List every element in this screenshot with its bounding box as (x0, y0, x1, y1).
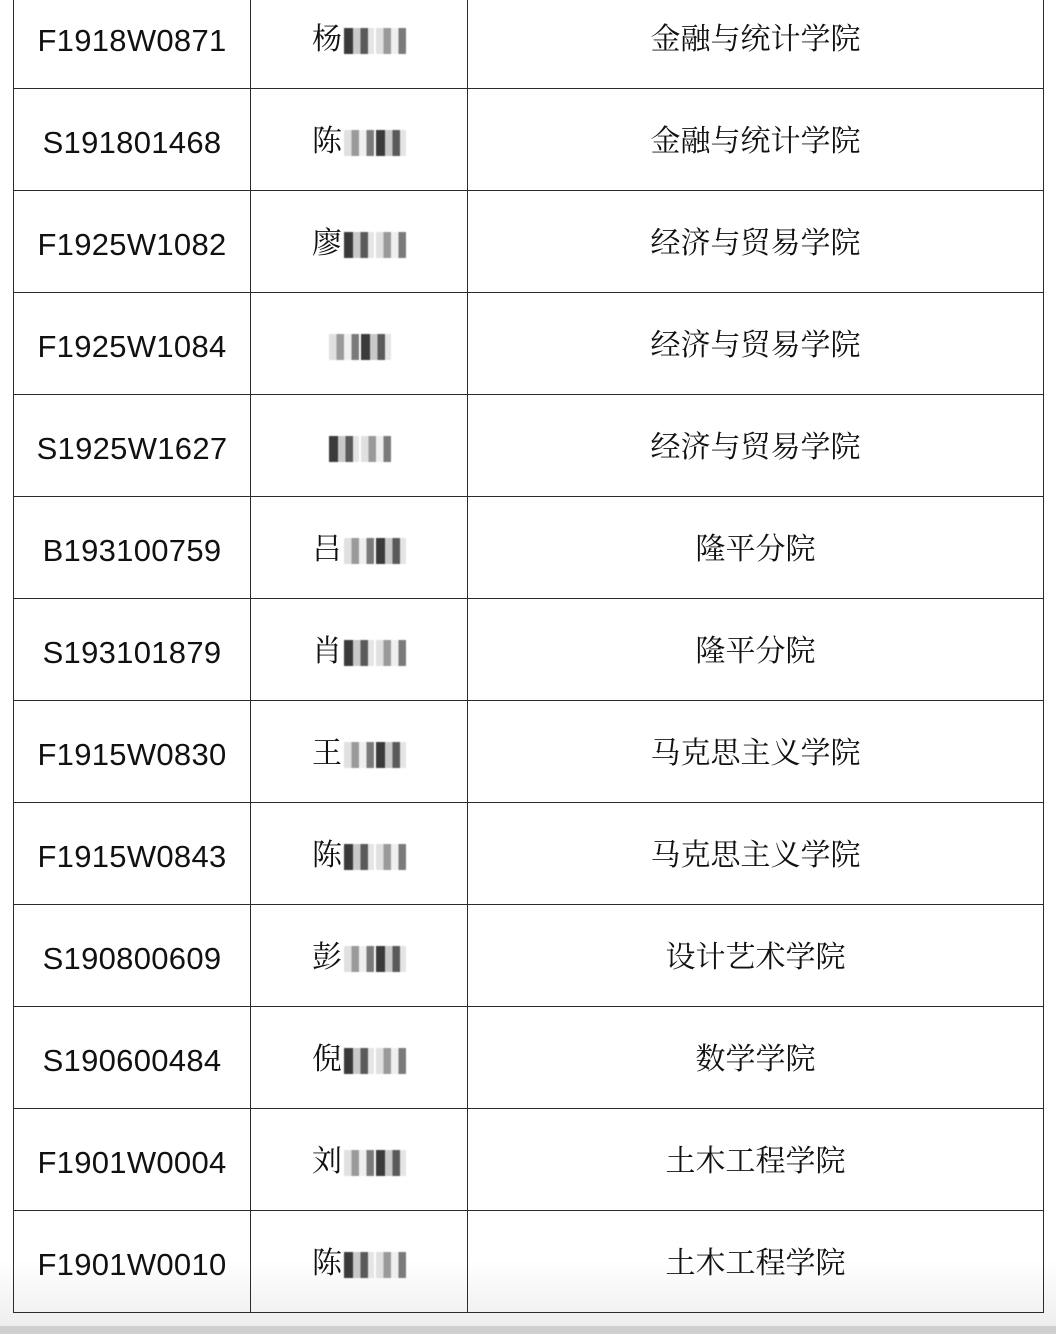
student-name-wrap (251, 1109, 467, 1177)
table-row (14, 803, 1044, 905)
table-row (14, 191, 1044, 293)
redacted-name-mosaic (376, 742, 406, 768)
table-row (14, 497, 1044, 599)
redacted-name-mosaic (329, 334, 359, 360)
student-table (13, 0, 1044, 1313)
student-name-cell (251, 1109, 468, 1211)
student-name-cell (251, 191, 468, 293)
student-name: 陈 (312, 838, 342, 873)
student-id-cell (14, 803, 251, 905)
redacted-name-mosaic (376, 1150, 406, 1176)
table-row (14, 89, 1044, 191)
student-id-cell (14, 191, 251, 293)
redacted-name-mosaic (329, 436, 359, 462)
student-name-cell (251, 803, 468, 905)
redacted-name-mosaic (376, 28, 406, 54)
college-cell (468, 1109, 1044, 1211)
table-row (14, 293, 1044, 395)
college-name: 经济与贸易学院 (650, 226, 861, 261)
college-name: 经济与贸易学院 (650, 328, 861, 363)
student-name: 陈 (312, 1246, 342, 1281)
redacted-name-mosaic (376, 1252, 406, 1278)
student-name-cell (251, 293, 468, 395)
student-name: 陈 (312, 124, 342, 159)
redacted-name-mosaic (344, 538, 374, 564)
table-row (14, 905, 1044, 1007)
college-cell (468, 191, 1044, 293)
college-name: 土木工程学院 (665, 1144, 846, 1179)
student-name-cell (251, 905, 468, 1007)
college-cell (468, 89, 1044, 191)
table-row (14, 395, 1044, 497)
redacted-name-mosaic (344, 1048, 374, 1074)
college-name: 隆平分院 (695, 634, 816, 669)
student-name-cell (251, 1007, 468, 1109)
table-row (14, 701, 1044, 803)
college-cell (468, 293, 1044, 395)
student-id: F1901W0004 (37, 1145, 227, 1180)
redacted-name-mosaic (344, 742, 374, 768)
student-name-wrap (251, 395, 467, 463)
student-name-cell (251, 701, 468, 803)
redacted-name-mosaic (344, 1150, 374, 1176)
student-id-cell (14, 395, 251, 497)
redacted-name-mosaic (376, 640, 406, 666)
table-row (14, 0, 1044, 89)
student-name: 杨 (312, 22, 342, 57)
student-name: 彭 (312, 940, 342, 975)
student-id: F1925W1084 (37, 329, 227, 364)
redacted-name-mosaic (376, 130, 406, 156)
student-name-wrap (251, 701, 467, 769)
student-name-cell (251, 0, 468, 89)
student-id: S193101879 (42, 635, 222, 670)
college-cell (468, 701, 1044, 803)
student-id-cell (14, 599, 251, 701)
student-id: B193100759 (42, 533, 222, 568)
page-bottom-edge (0, 1326, 1056, 1334)
college-name: 数学学院 (695, 1042, 816, 1077)
student-id: S191801468 (42, 125, 222, 160)
student-name-wrap (251, 191, 467, 259)
student-name-wrap (251, 89, 467, 157)
student-id: F1915W0830 (37, 737, 227, 772)
student-id-cell (14, 89, 251, 191)
college-cell (468, 803, 1044, 905)
student-table-body (14, 0, 1044, 1313)
college-name: 马克思主义学院 (650, 838, 861, 873)
student-name-cell (251, 89, 468, 191)
student-id-cell (14, 1211, 251, 1313)
college-cell (468, 1007, 1044, 1109)
redacted-name-mosaic (376, 844, 406, 870)
student-id-cell (14, 905, 251, 1007)
student-id-cell (14, 293, 251, 395)
redacted-name-mosaic (344, 232, 374, 258)
redacted-name-mosaic (344, 28, 374, 54)
student-id: S1925W1627 (36, 431, 228, 466)
college-cell (468, 395, 1044, 497)
student-id: S190800609 (42, 941, 222, 976)
college-cell (468, 1211, 1044, 1313)
student-name-wrap (251, 1211, 467, 1279)
student-id: S190600484 (42, 1043, 222, 1078)
redacted-name-mosaic (376, 1048, 406, 1074)
student-id: F1915W0843 (37, 839, 227, 874)
student-name: 廖 (312, 226, 342, 261)
student-name-wrap (251, 497, 467, 565)
student-name-wrap (251, 803, 467, 871)
college-cell (468, 497, 1044, 599)
student-id: F1901W0010 (37, 1247, 227, 1282)
college-name: 经济与贸易学院 (650, 430, 861, 465)
student-id: F1925W1082 (37, 227, 227, 262)
student-name-wrap (251, 293, 467, 361)
redacted-name-mosaic (344, 1252, 374, 1278)
student-name: 王 (312, 736, 342, 771)
college-name: 马克思主义学院 (650, 736, 861, 771)
student-name-cell (251, 599, 468, 701)
student-id-cell (14, 701, 251, 803)
college-name: 土木工程学院 (665, 1246, 846, 1281)
student-name-wrap (251, 599, 467, 667)
redacted-name-mosaic (376, 538, 406, 564)
student-name-cell (251, 497, 468, 599)
student-name-cell (251, 1211, 468, 1313)
student-name: 肖 (312, 634, 342, 669)
table-row (14, 1211, 1044, 1313)
table-row (14, 1109, 1044, 1211)
student-name-wrap (251, 0, 467, 55)
redacted-name-mosaic (344, 844, 374, 870)
college-name: 隆平分院 (695, 532, 816, 567)
redacted-name-mosaic (344, 946, 374, 972)
student-name: 刘 (312, 1144, 342, 1179)
student-id-cell (14, 1109, 251, 1211)
student-name-wrap (251, 905, 467, 973)
college-name: 金融与统计学院 (650, 22, 861, 57)
redacted-name-mosaic (344, 130, 374, 156)
college-name: 设计艺术学院 (665, 940, 846, 975)
student-name: 吕 (312, 532, 342, 567)
college-cell (468, 0, 1044, 89)
table-row (14, 599, 1044, 701)
redacted-name-mosaic (361, 334, 391, 360)
student-id-cell (14, 0, 251, 89)
student-id-cell (14, 1007, 251, 1109)
student-name-cell (251, 395, 468, 497)
student-id: F1918W0871 (37, 23, 227, 58)
student-name-wrap (251, 1007, 467, 1075)
redacted-name-mosaic (376, 946, 406, 972)
college-cell (468, 905, 1044, 1007)
student-id-cell (14, 497, 251, 599)
college-cell (468, 599, 1044, 701)
student-name: 倪 (312, 1042, 342, 1077)
redacted-name-mosaic (376, 232, 406, 258)
redacted-name-mosaic (361, 436, 391, 462)
redacted-name-mosaic (344, 640, 374, 666)
college-name: 金融与统计学院 (650, 124, 861, 159)
table-row (14, 1007, 1044, 1109)
